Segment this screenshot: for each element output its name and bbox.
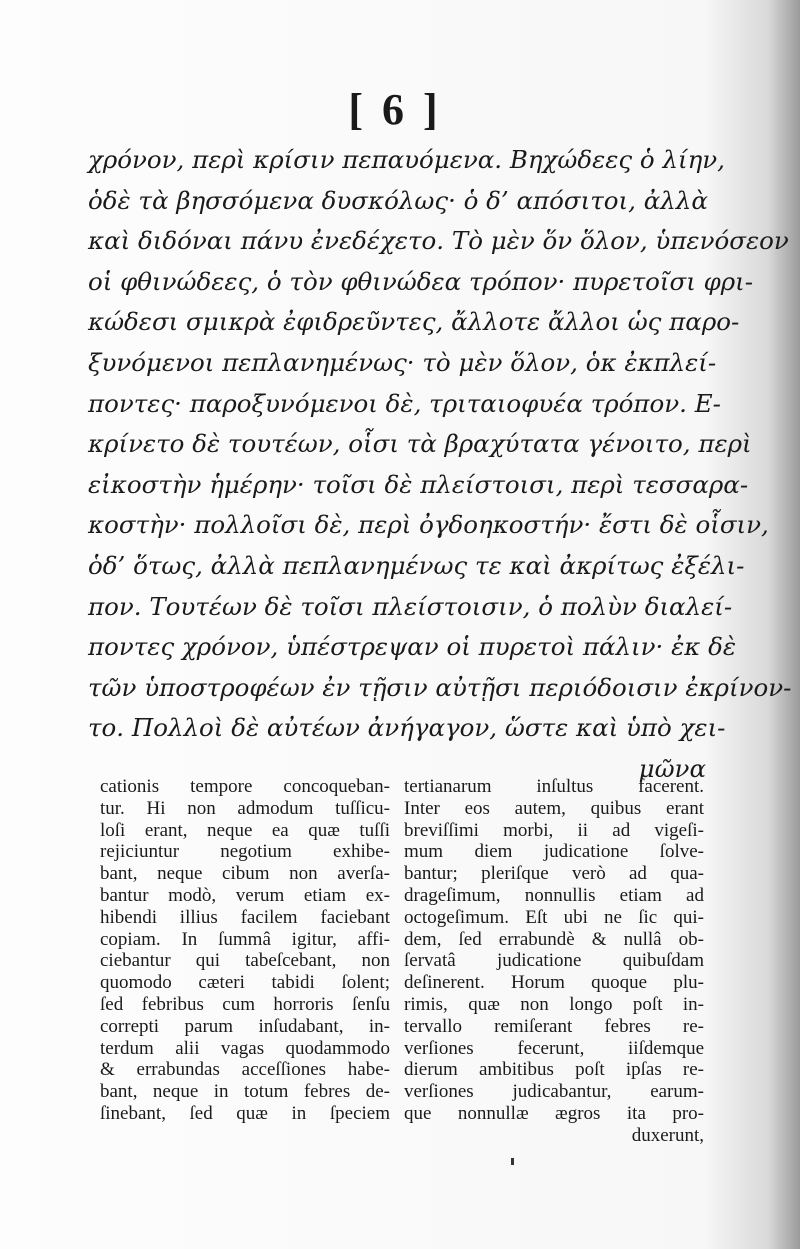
- ink-mark: [511, 1158, 514, 1165]
- greek-text-block: [88, 140, 792, 790]
- greek-line: οἱ φθινώδεες, ὁ τὸν φθινώδεα τρόπον· πυρετοῖσι φρι-: [88, 266, 754, 296]
- latin-left-line: hibendi illius facilem faciebant: [100, 906, 390, 928]
- latin-left-line: bant, neque cibum non averſa-: [100, 863, 390, 885]
- latin-left-line: rejiciuntur negotium exhibe-: [100, 841, 390, 863]
- latin-left-line: ſed febribus cum horroris ſenſu: [100, 993, 390, 1015]
- greek-line: ποντες χρόνον, ὑπέστρεψαν οἱ πυρετοὶ πάλιν· ἐκ δὲ: [88, 632, 737, 662]
- latin-left-line: tur. Hi non admodum tuſſicu-: [100, 797, 390, 819]
- greek-line: εἰκοστὴν ἡμέρην· τοῖσι δὲ πλείστοισι, περὶ τεσσαρα-: [88, 469, 749, 499]
- greek-line: κώδεσι σμικρὰ ἐφιδρεῦντες, ἄλλοτε ἄλλοι ὡς παρο-: [88, 307, 740, 337]
- greek-line: καὶ διδόναι πάνυ ἐνεδέχετο. Τὸ μὲν ὅν ὅλον, ὑπενόσεον: [88, 226, 789, 256]
- latin-right-line: mum diem judicatione ſolve-: [404, 841, 704, 863]
- greek-line: μῶνα: [638, 753, 706, 783]
- greek-line: πον. Τουτέων δὲ τοῖσι πλείστοισιν, ὁ πολὺν διαλεί-: [88, 591, 733, 621]
- latin-left-line: cationis tempore concoqueban-: [100, 776, 390, 797]
- greek-line: κοστὴν· πολλοῖσι δὲ, περὶ ὀγδοηκοστήν· ἔστι δὲ οἷσιν,: [88, 510, 769, 540]
- greek-line: ὁδὲ τὰ βησσόμενα δυσκόλως· ὁ δ’ απόσιτοι, ἀλλὰ: [88, 185, 708, 215]
- greek-line: το. Πολλοὶ δὲ αὐτέων ἀνήγαγον, ὥστε καὶ ὑπὸ χει-: [88, 713, 726, 743]
- latin-right-line: verſiones judicabantur, earum-: [404, 1081, 704, 1103]
- latin-left-line: ſinebant, ſed quæ in ſpeciem: [100, 1102, 390, 1124]
- latin-right-line: ſervatâ judicatione quibuſdam: [404, 950, 704, 972]
- greek-line: τῶν ὑποστροφέων ἐν τῇσιν αὐτῇσι περιόδοισιν ἐκρίνον-: [88, 672, 792, 702]
- latin-left-line: bantur modò, verum etiam ex-: [100, 884, 390, 906]
- latin-right-line: tertianarum inſultus facerent.: [404, 776, 704, 797]
- latin-column-left: [100, 776, 390, 1125]
- latin-right-line: dem, ſed errabundè & nullâ ob-: [404, 928, 704, 950]
- greek-line: ὁδ’ ὅτως, ἀλλὰ πεπλανημένως τε καὶ ἀκρίτως ἐξέλι-: [88, 550, 745, 580]
- latin-left-line: terdum alii vagas quodammodo: [100, 1037, 390, 1059]
- latin-right-line: breviſſimi morbi, ii ad vigeſi-: [404, 819, 704, 841]
- latin-right-line: verſiones fecerunt, iiſdemque: [404, 1037, 704, 1059]
- latin-left-line: bant, neque in totum febres de-: [100, 1081, 390, 1103]
- latin-right-line: bantur; pleriſque verò ad qua-: [404, 863, 704, 885]
- latin-right-line: duxerunt,: [631, 1124, 704, 1146]
- greek-line: ξυνόμενοι πεπλανημένως· τὸ μὲν ὅλον, ὁκ ἐκπλεί-: [88, 347, 717, 377]
- latin-left-line: loſi erant, neque ea quæ tuſſi: [100, 819, 390, 841]
- page-number: [ 6 ]: [348, 85, 442, 134]
- greek-line: κρίνετο δὲ τουτέων, οἷσι τὰ βραχύτατα γένοιτο, περὶ: [88, 429, 752, 459]
- latin-right-line: Inter eos autem, quibus erant: [404, 797, 704, 819]
- latin-left-line: & errabundas acceſſiones habe-: [100, 1059, 390, 1081]
- latin-left-line: ciebantur qui tabeſcebant, non: [100, 950, 390, 972]
- greek-line: ποντες· παροξυνόμενοι δὲ, τριταιοφυέα τρόπον. Ε-: [88, 388, 721, 418]
- latin-left-line: copiam. In ſummâ igitur, affi-: [100, 928, 390, 950]
- latin-right-line: tervallo remiſerant febres re-: [404, 1015, 704, 1037]
- latin-right-line: deſinerent. Horum quoque plu-: [404, 972, 704, 994]
- latin-right-line: drageſimum, nonnullis etiam ad: [404, 884, 704, 906]
- latin-right-line: que nonnullæ ægros ita pro-: [404, 1102, 704, 1124]
- latin-left-line: quomodo cæteri tabidi ſolent;: [100, 972, 390, 994]
- latin-right-line: rimis, quæ non longo poſt in-: [404, 993, 704, 1015]
- latin-left-line: correpti parum inſudabant, in-: [100, 1015, 390, 1037]
- latin-column-right: [404, 776, 704, 1147]
- latin-right-line: octogeſimum. Eſt ubi ne ſic qui-: [404, 906, 704, 928]
- latin-right-line: dierum ambitibus poſt ipſas re-: [404, 1059, 704, 1081]
- greek-line: χρόνον, περὶ κρίσιν πεπαυόμενα. Βηχώδεες ὁ λίην,: [88, 145, 725, 174]
